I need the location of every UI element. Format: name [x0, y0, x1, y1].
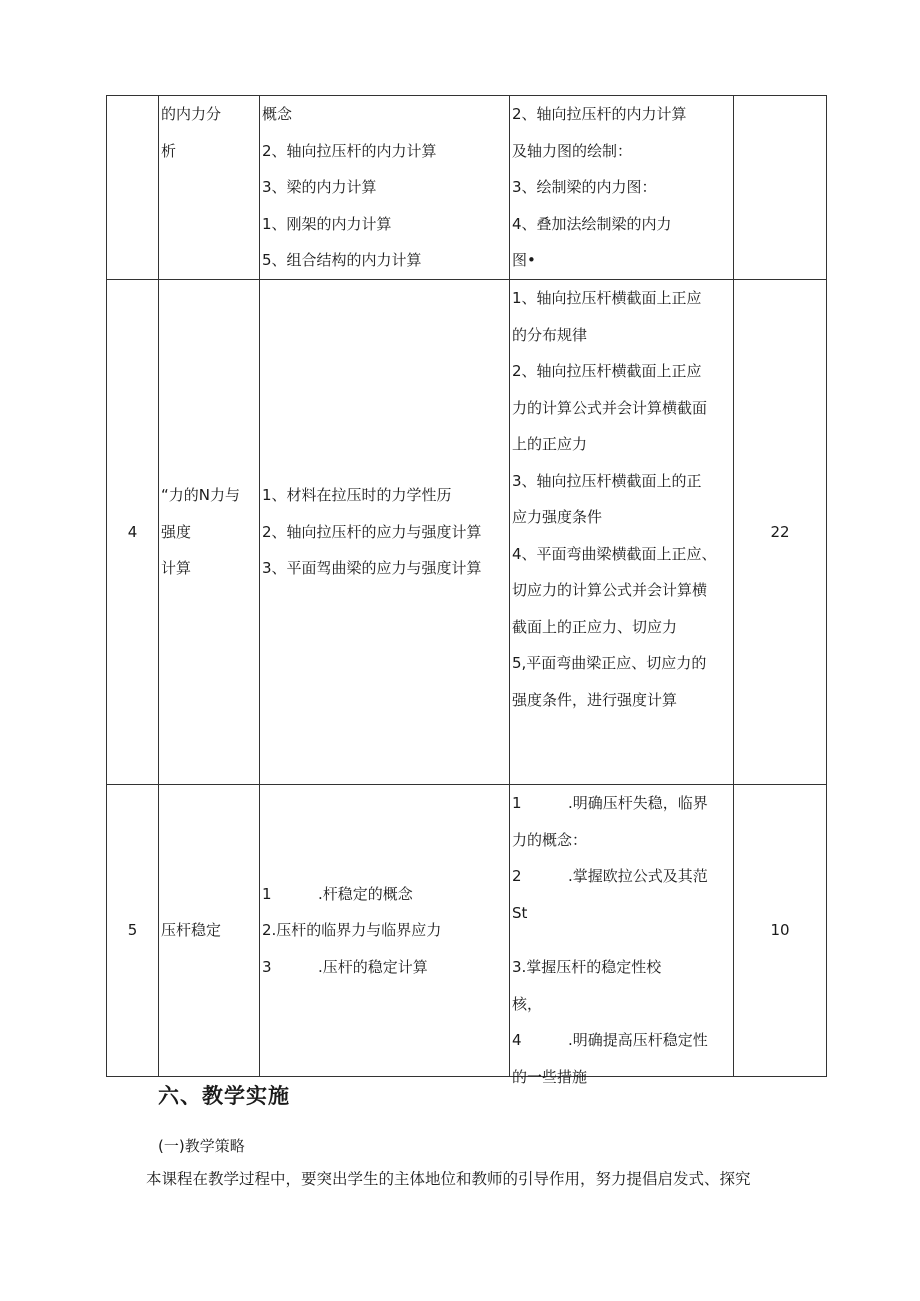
table-row — [107, 96, 827, 280]
requirements-cell: 1 .明确压杆失稳，临界 力的概念： 2 .掌握欧拉公式及其范 St 3.掌握压杆的稳定性校 核， 4 .明确提高压杆稳定性 的一些措施 — [510, 785, 734, 1077]
hours-cell — [734, 96, 827, 280]
num-cell: 5 — [107, 785, 159, 1077]
content-cell: 1、材料在拉压时的力学性历 2、轴向拉压杆的应力与强度计算 3、平面驾曲梁的应力与强度计算 — [260, 280, 510, 785]
requirements-cell: 2、轴向拉压杆的内力计算 及轴力图的绘制： 3、绘制梁的内力图： 4、叠加法绘制梁的内力 图• — [510, 96, 734, 280]
module-cell: “力的N力与 强度 计算 — [159, 280, 260, 785]
module-cell: 压杆稳定 — [159, 785, 260, 1077]
hours-cell: 22 — [734, 280, 827, 785]
content-cell: 1 .杆稳定的概念 2.压杆的临界力与临界应力 3 .压杆的稳定计算 — [260, 785, 510, 1077]
course-content-table — [106, 95, 827, 1086]
num-cell — [107, 96, 159, 280]
module-cell: 的内力分 析 — [159, 96, 260, 280]
table-row — [107, 785, 827, 1077]
table-row — [107, 280, 827, 785]
content-cell: 概念 2、轴向拉压杆的内力计算 3、梁的内力计算 1、刚架的内力计算 5、组合结构的内力计算 — [260, 96, 510, 280]
section-heading: 六、教学实施 — [158, 1084, 290, 1108]
subsection-heading: (一)教学策略 — [158, 1137, 245, 1155]
num-cell: 4 — [107, 280, 159, 785]
hours-cell: 10 — [734, 785, 827, 1077]
requirements-cell: 1、轴向拉压杆横截面上正应 的分布规律 2、轴向拉压杆横截面上正应 力的计算公式并会计算横截面 上的正应力 3、轴向拉压杆横截面上的正 应力强度条件 4、平面弯曲梁横截面上正应、 切应力的计算公式并会计算横 截面上的正应力、切应力 5,平面弯曲梁正应、切应力的 强度条件，进行强度计算 — [510, 280, 734, 785]
body-paragraph: 本课程在教学过程中，要突出学生的主体地位和教师的引导作用，努力提倡启发式、探究 — [146, 1170, 751, 1188]
